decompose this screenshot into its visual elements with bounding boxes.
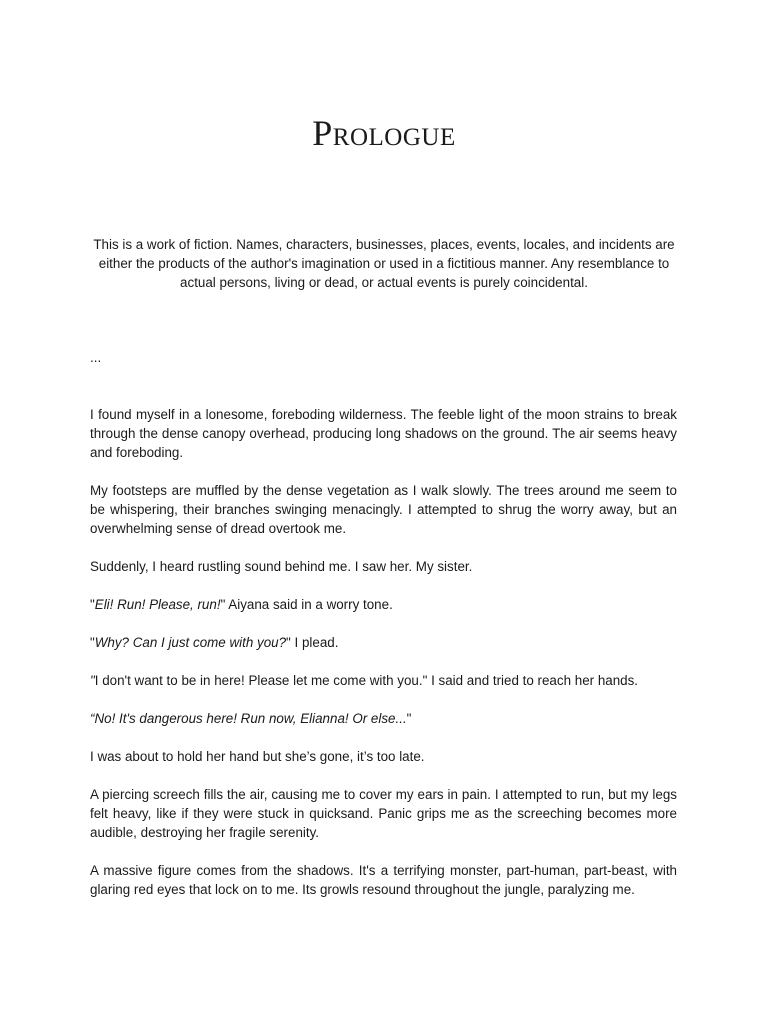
dialogue-open-quote: "	[90, 635, 95, 650]
fiction-disclaimer: This is a work of fiction. Names, characters, businesses, places, events, locales, and incidents are either the products of the author's imagination or used in a fictitious manner. Any resemblance to actual persons, living or dead, or actual events is purely coincidental.	[93, 237, 675, 290]
dialogue-open-quote: "	[90, 673, 95, 688]
section-marker: ...	[90, 350, 102, 365]
dialogue-close-quote: "	[220, 597, 226, 612]
dialogue-speech: I don't want to be in here! Please let me come with you."	[94, 673, 428, 688]
paragraph-9: A piercing screech fills the air, causing me to cover my ears in pain. I attempted to run, but my legs felt heavy, like if they were stuck in quicksand. Panic grips me as the screeching becomes more audible, destroying her fragile serenity.	[90, 787, 677, 840]
paragraph-1: I found myself in a lonesome, foreboding wilderness. The feeble light of the moon strains to break through the dense canopy overhead, producing long shadows on the ground. The air seems heavy and foreboding.	[90, 407, 677, 460]
paragraph-10: A massive figure comes from the shadows. It's a terrifying monster, part-human, part-beast, with glaring red eyes that lock on to me. Its growls resound throughout the jungle, paralyzing me.	[90, 863, 677, 897]
dialogue-tag: Aiyana said in a worry tone.	[225, 597, 393, 612]
paragraph-7	[90, 709, 677, 728]
paragraph-4	[90, 595, 677, 614]
paragraph-5	[90, 633, 677, 652]
dialogue-speech: Eli! Run! Please, run!	[94, 597, 221, 612]
chapter-title: Prologue	[312, 113, 456, 153]
dialogue-speech: Why? Can I just come with you?	[94, 635, 287, 650]
dialogue-open-quote: "	[90, 597, 95, 612]
paragraph-8: I was about to hold her hand but she’s gone, it’s too late.	[90, 749, 425, 764]
dialogue-tag: I said and tried to reach her hands.	[427, 673, 639, 688]
paragraph-6	[90, 671, 677, 690]
paragraph-2: My footsteps are muffled by the dense vegetation as I walk slowly. The trees around me seem to be whispering, their branches swinging menacingly. I attempted to shrug the worry away, but an overwhelming sense of dread overtook me.	[90, 483, 677, 536]
dialogue-close-quote: "	[406, 711, 412, 726]
dialogue-close-quote: "	[286, 635, 291, 650]
dialogue-speech: “No! It's dangerous here! Run now, Elianna! Or else...	[90, 711, 407, 726]
dialogue-tag: I plead.	[290, 635, 339, 650]
paragraph-3: Suddenly, I heard rustling sound behind me. I saw her. My sister.	[90, 559, 473, 574]
